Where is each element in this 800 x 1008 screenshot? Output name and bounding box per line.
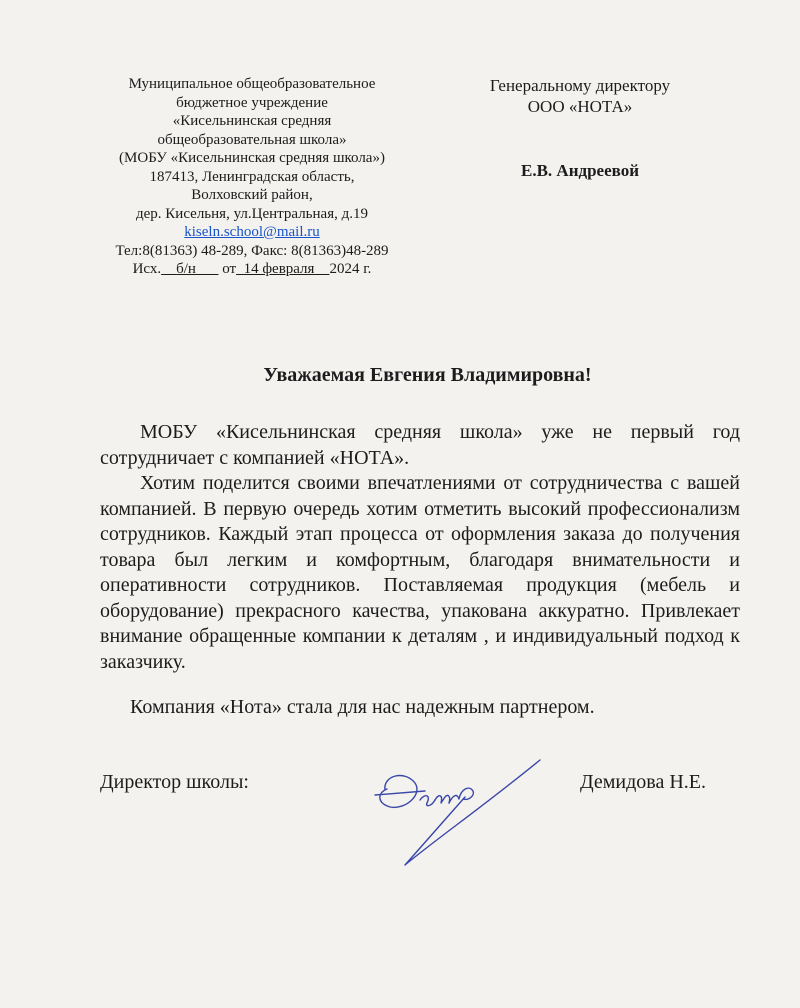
- sender-line: «Кисельнинская средняя: [172, 113, 332, 129]
- sender-line: Муниципальное общеобразовательное: [128, 76, 376, 92]
- letter-body: [100, 420, 740, 721]
- body-closing: Компания «Нота» стала для нас надежным партнером.: [130, 696, 595, 718]
- salutation: Уважаемая Евгения Владимировна!: [263, 364, 592, 386]
- ref-from: от: [222, 261, 237, 277]
- sender-line: Волховский район,: [191, 187, 313, 203]
- outgoing-reference: [82, 260, 422, 279]
- sender-line: дер. Кисельня, ул.Центральная, д.19: [136, 205, 368, 222]
- sender-phone-fax: Тел:8(81363) 48-289, Факс: 8(81363)48-289: [115, 242, 389, 259]
- sender-email-link[interactable]: kiseln.school@mail.ru: [184, 224, 320, 240]
- sender-line: общеобразовательная школа»: [157, 131, 347, 148]
- signatory-title: Директор школы:: [100, 771, 249, 793]
- ref-number: б/н: [176, 261, 196, 277]
- signatory-name: Демидова Н.Е.: [580, 771, 707, 793]
- sender-line: (МОБУ «Кисельнинская средняя школа»): [119, 150, 385, 166]
- body-paragraph-2: Хотим поделится своими впечатлениями от сотрудничества с вашей компанией. В первую очередь хотим отметить высокий профессионализм сотрудников. Каждый этап процесса от оформления заказа до получения товара был легким и комфортным, благодаря внимательности и оперативности сотрудников. Поставляемая продукция (мебель и оборудование) прекрасного качества, упакована аккуратно. Привлекает внимание обращенные компании к деталям , и индивидуальный подход к заказчику.: [100, 472, 740, 673]
- ref-label: Исх.: [132, 261, 162, 277]
- recipient-name: Е.В. Андреевой: [520, 161, 639, 180]
- recipient-block: [440, 75, 720, 181]
- body-paragraph-1: МОБУ «Кисельнинская средняя школа» уже не первый год сотрудничает с компанией «НОТА».: [100, 421, 740, 469]
- handwritten-signature: [365, 745, 545, 870]
- sender-line: бюджетное учреждение: [176, 94, 328, 111]
- ref-year: 2024 г.: [329, 261, 372, 277]
- recipient-company: ООО «НОТА»: [527, 97, 633, 116]
- sender-line: 187413, Ленинградская область,: [149, 168, 355, 185]
- recipient-position: Генеральному директору: [489, 76, 671, 95]
- sender-block: [82, 75, 422, 279]
- ref-date: 14 февраля: [243, 261, 315, 277]
